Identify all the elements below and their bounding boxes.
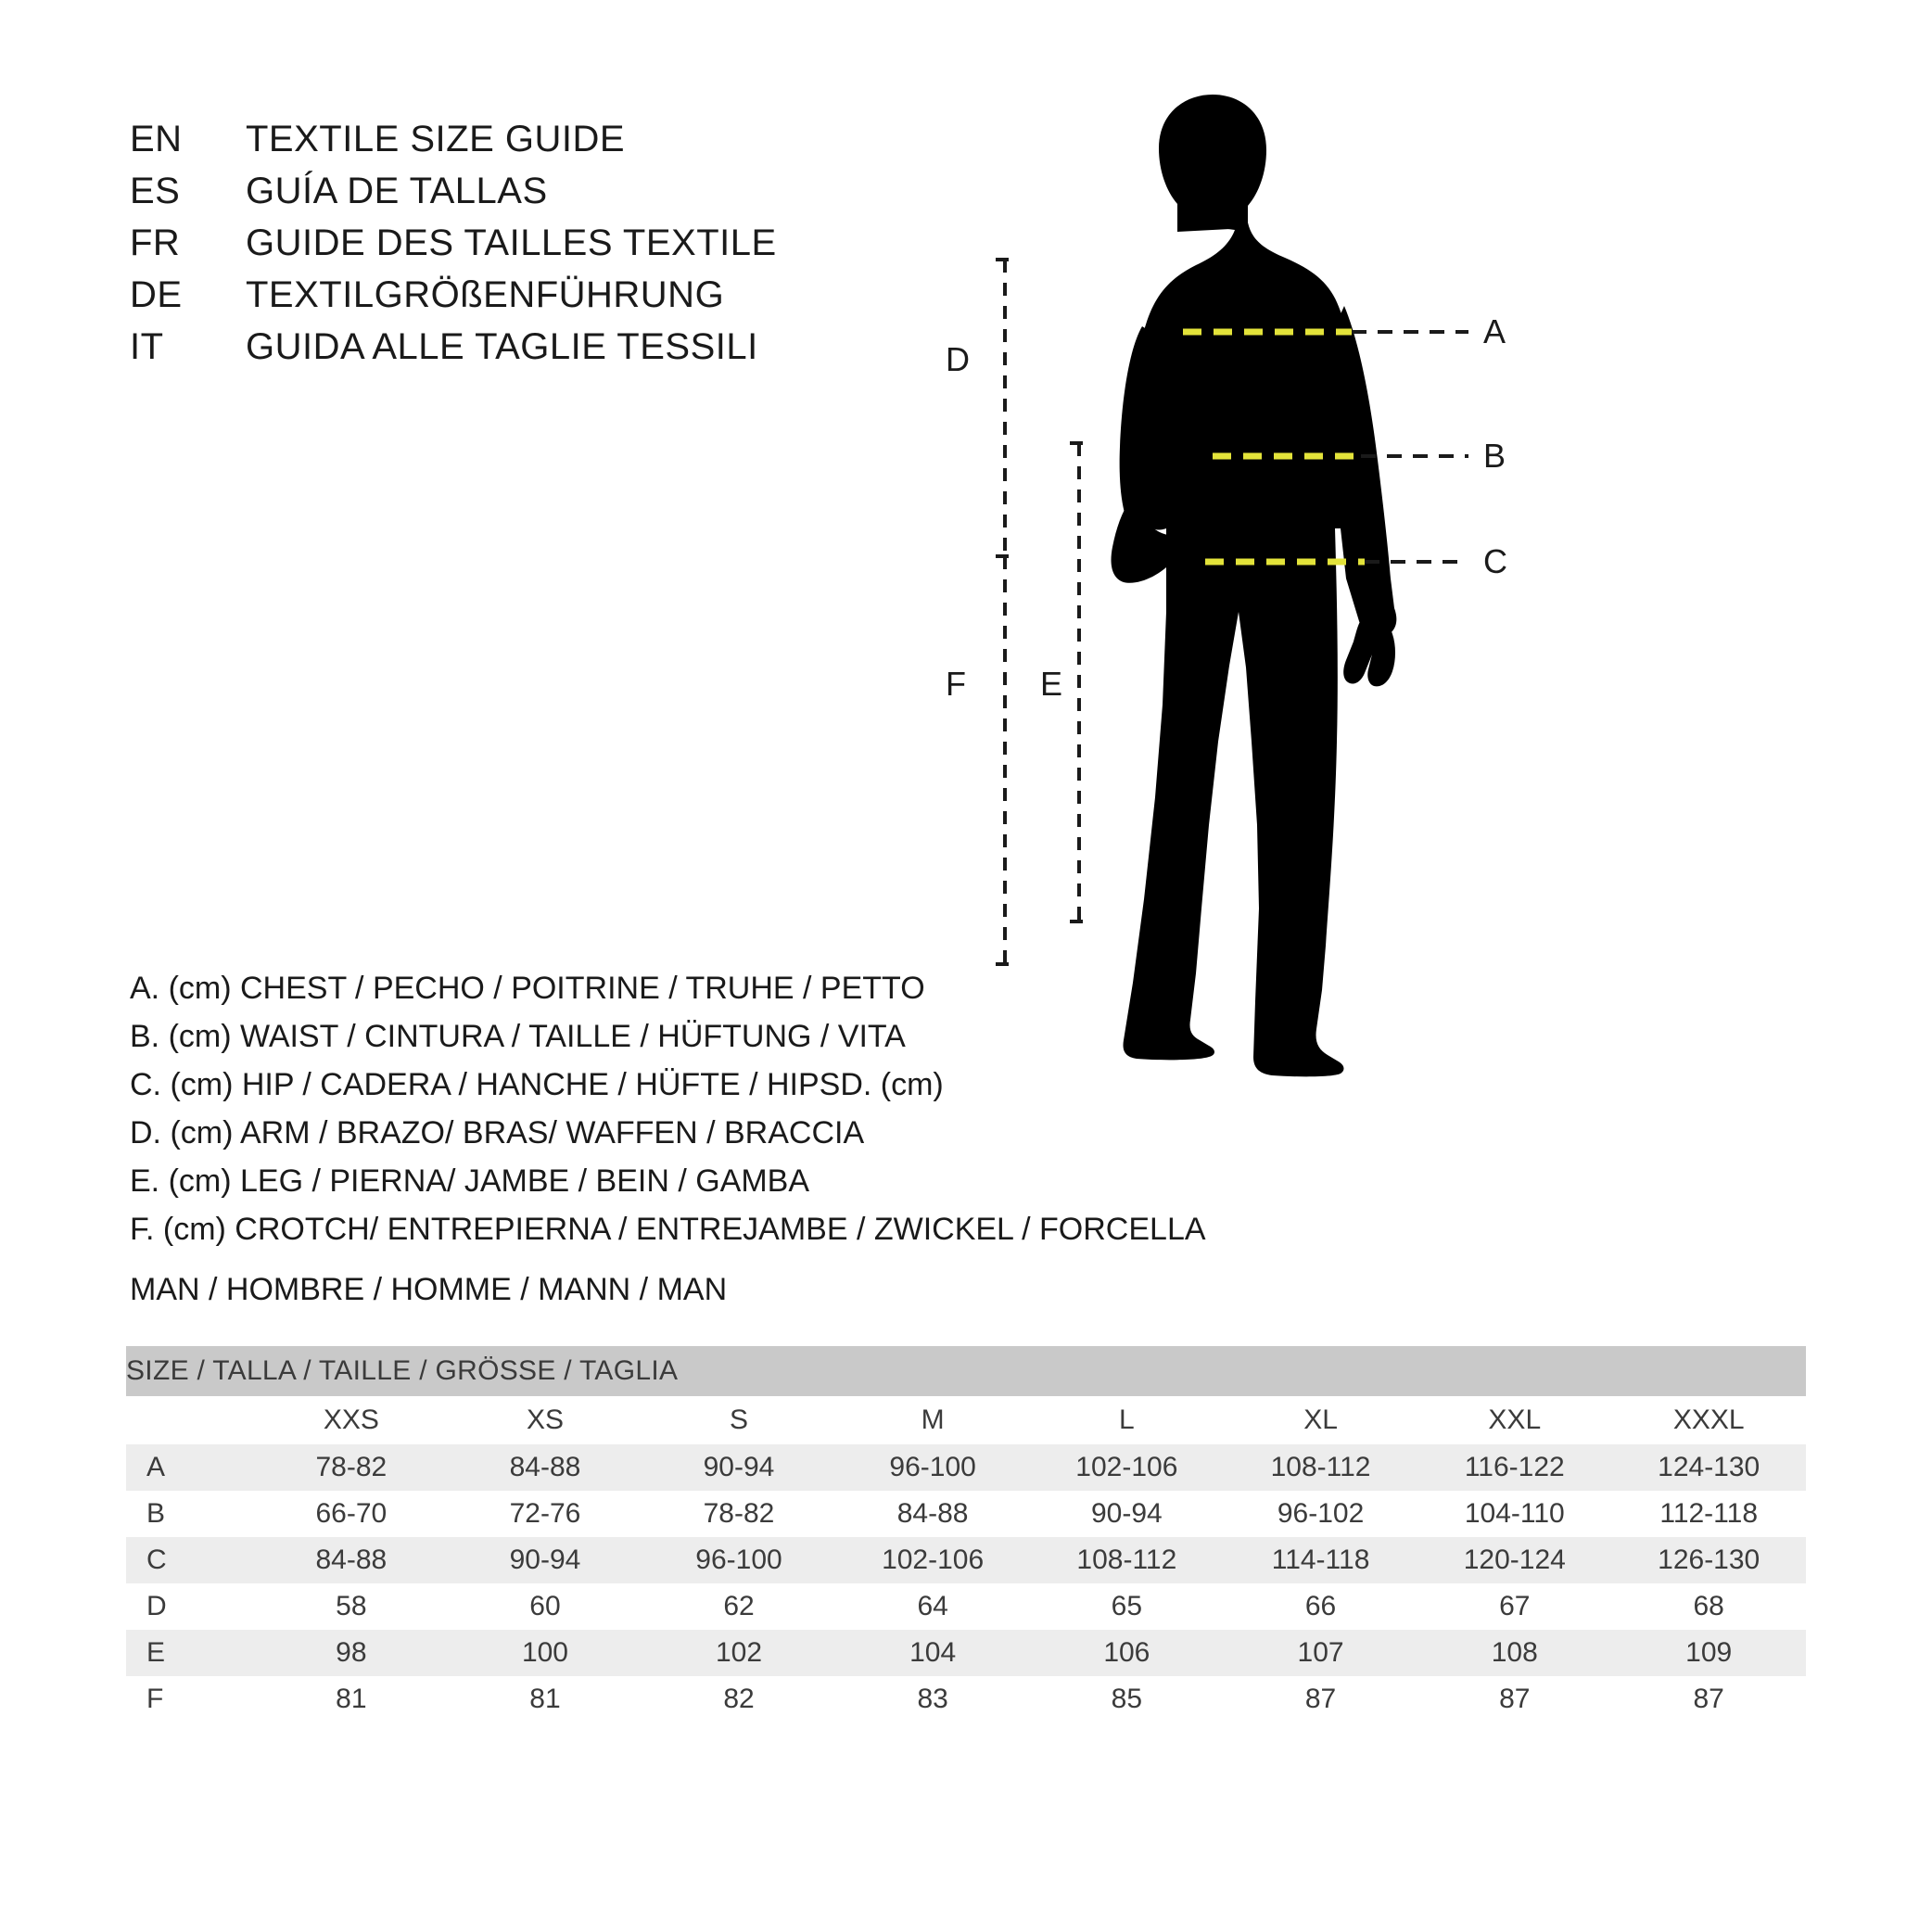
cell-a-m: 96-100 (836, 1444, 1030, 1491)
row-label-f: F (126, 1676, 254, 1722)
table-header-row (126, 1396, 1806, 1444)
header-size-xl: XL (1224, 1396, 1417, 1444)
row-label-b: B (126, 1491, 254, 1537)
title-text-de: TEXTILGRÖßENFÜHRUNG (246, 274, 725, 315)
cell-f-xl: 87 (1224, 1676, 1417, 1722)
table-caption-row (126, 1346, 1806, 1396)
cell-c-xxxl: 126-130 (1611, 1537, 1806, 1583)
row-label-d: D (126, 1583, 254, 1630)
table-row (126, 1583, 1806, 1630)
title-text-it: GUIDA ALLE TAGLIE TESSILI (246, 326, 758, 367)
table-row (126, 1676, 1806, 1722)
cell-d-m: 64 (836, 1583, 1030, 1630)
table-row (126, 1630, 1806, 1676)
cell-a-xl: 108-112 (1224, 1444, 1417, 1491)
table-row (126, 1537, 1806, 1583)
marker-label-c: C (1483, 542, 1507, 580)
cell-a-xxs: 78-82 (254, 1444, 448, 1491)
cell-b-xxl: 104-110 (1417, 1491, 1611, 1537)
cell-b-xxs: 66-70 (254, 1491, 448, 1537)
cell-b-xs: 72-76 (448, 1491, 642, 1537)
cell-d-xl: 66 (1224, 1583, 1417, 1630)
cell-a-xs: 84-88 (448, 1444, 642, 1491)
cell-d-xxl: 67 (1417, 1583, 1611, 1630)
cell-b-l: 90-94 (1030, 1491, 1224, 1537)
cell-c-xxl: 120-124 (1417, 1537, 1611, 1583)
cell-a-xxxl: 124-130 (1611, 1444, 1806, 1491)
header-size-xxs: XXS (254, 1396, 448, 1444)
cell-f-s: 82 (642, 1676, 835, 1722)
cell-a-s: 90-94 (642, 1444, 835, 1491)
legend-item-f: F. (cm) CROTCH/ ENTREPIERNA / ENTREJAMBE / ZWICKEL / FORCELLA (130, 1212, 1206, 1247)
cell-d-xs: 60 (448, 1583, 642, 1630)
title-text-en: TEXTILE SIZE GUIDE (246, 119, 626, 159)
cell-f-xs: 81 (448, 1676, 642, 1722)
vertical-dimension-lines (996, 260, 1088, 964)
row-label-c: C (126, 1537, 254, 1583)
row-label-e: E (126, 1630, 254, 1676)
cell-b-m: 84-88 (836, 1491, 1030, 1537)
cell-f-l: 85 (1030, 1676, 1224, 1722)
marker-label-e: E (1040, 665, 1063, 703)
header-size-xxl: XXL (1417, 1396, 1611, 1444)
title-lang-fr: FR (130, 222, 181, 263)
size-chart-table (126, 1346, 1806, 1722)
title-row (130, 119, 777, 171)
title-text-fr: GUIDE DES TAILLES TEXTILE (246, 222, 777, 263)
header-size-xs: XS (448, 1396, 642, 1444)
title-row (130, 222, 777, 274)
male-silhouette-icon (1112, 95, 1397, 1076)
cell-b-s: 78-82 (642, 1491, 835, 1537)
cell-c-xxs: 84-88 (254, 1537, 448, 1583)
cell-e-xxs: 98 (254, 1630, 448, 1676)
table-row (126, 1491, 1806, 1537)
header-size-xxxl: XXXL (1611, 1396, 1806, 1444)
title-lang-de: DE (130, 274, 183, 315)
header-size-s: S (642, 1396, 835, 1444)
table-row (126, 1444, 1806, 1491)
body-measurement-diagram (946, 93, 1891, 1233)
title-row (130, 274, 777, 326)
cell-d-s: 62 (642, 1583, 835, 1630)
cell-e-l: 106 (1030, 1630, 1224, 1676)
cell-d-xxs: 58 (254, 1583, 448, 1630)
cell-d-l: 65 (1030, 1583, 1224, 1630)
cell-c-l: 108-112 (1030, 1537, 1224, 1583)
title-lang-es: ES (130, 171, 181, 211)
marker-label-d: D (946, 340, 970, 378)
cell-b-xxxl: 112-118 (1611, 1491, 1806, 1537)
title-lang-en: EN (130, 119, 183, 159)
cell-d-xxxl: 68 (1611, 1583, 1806, 1630)
header-size-m: M (836, 1396, 1030, 1444)
title-text-es: GUÍA DE TALLAS (246, 171, 548, 211)
cell-e-xxl: 108 (1417, 1630, 1611, 1676)
legend-item-d: D. (cm) ARM / BRAZO/ BRAS/ WAFFEN / BRACCIA (130, 1115, 865, 1150)
cell-c-xs: 90-94 (448, 1537, 642, 1583)
title-block (130, 119, 777, 378)
legend-item-c: C. (cm) HIP / CADERA / HANCHE / HÜFTE / HIPSD. (cm) (130, 1067, 944, 1102)
cell-b-xl: 96-102 (1224, 1491, 1417, 1537)
cell-f-xxxl: 87 (1611, 1676, 1806, 1722)
cell-a-l: 102-106 (1030, 1444, 1224, 1491)
cell-e-xxxl: 109 (1611, 1630, 1806, 1676)
marker-label-a: A (1483, 312, 1506, 350)
gender-label: MAN / HOMBRE / HOMME / MANN / MAN (130, 1272, 728, 1307)
title-row (130, 171, 777, 222)
cell-e-s: 102 (642, 1630, 835, 1676)
cell-e-xs: 100 (448, 1630, 642, 1676)
cell-e-m: 104 (836, 1630, 1030, 1676)
marker-label-f: F (946, 665, 966, 703)
cell-e-xl: 107 (1224, 1630, 1417, 1676)
header-corner (126, 1396, 254, 1444)
legend-item-a: A. (cm) CHEST / PECHO / POITRINE / TRUHE / PETTO (130, 971, 925, 1006)
title-row (130, 326, 777, 378)
title-lang-it: IT (130, 326, 164, 367)
cell-c-s: 96-100 (642, 1537, 835, 1583)
cell-c-m: 102-106 (836, 1537, 1030, 1583)
cell-c-xl: 114-118 (1224, 1537, 1417, 1583)
legend-item-b: B. (cm) WAIST / CINTURA / TAILLE / HÜFTUNG / VITA (130, 1019, 906, 1054)
cell-f-xxs: 81 (254, 1676, 448, 1722)
cell-a-xxl: 116-122 (1417, 1444, 1611, 1491)
table-caption: SIZE / TALLA / TAILLE / GRÖSSE / TAGLIA (126, 1346, 1806, 1396)
legend-item-e: E. (cm) LEG / PIERNA/ JAMBE / BEIN / GAMBA (130, 1163, 810, 1199)
marker-label-b: B (1483, 437, 1506, 475)
header-size-l: L (1030, 1396, 1224, 1444)
cell-f-m: 83 (836, 1676, 1030, 1722)
cell-f-xxl: 87 (1417, 1676, 1611, 1722)
row-label-a: A (126, 1444, 254, 1491)
